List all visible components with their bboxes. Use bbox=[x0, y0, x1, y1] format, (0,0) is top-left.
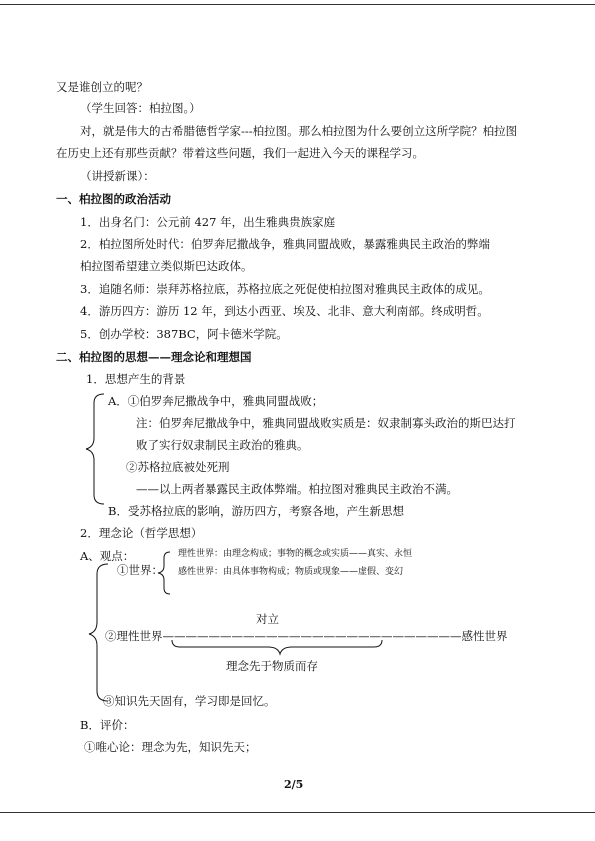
list-item: 5．创办学校：387BC，阿卡德米学院。 bbox=[80, 327, 288, 341]
viewpoint-label: A、观点： bbox=[80, 549, 135, 563]
sensible-world-definition: 感性世界：由具体事物构成；物质或现象——虚假、变幻 bbox=[178, 567, 404, 577]
text-line: （讲授新课）： bbox=[80, 169, 155, 183]
left-brace-background bbox=[86, 394, 104, 504]
list-item: B．受苏格拉底的影响，游历四方，考察各地，产生新思想 bbox=[108, 504, 404, 518]
text-line: 在历史上还有那些贡献？带着这些问题，我们一起进入今天的课程学习。 bbox=[56, 146, 424, 160]
list-item: 4．游历四方：游历 12 年，到达小西亚、埃及、北非、意大利南部。终成明哲。 bbox=[80, 304, 489, 318]
footer-rule bbox=[0, 812, 595, 813]
bottom-brace-priority bbox=[172, 640, 382, 654]
opposition-label: 对立 bbox=[256, 612, 279, 626]
subheading: 1．思想产生的背景 bbox=[86, 372, 186, 386]
note-line: 败了实行奴隶制民主政治的雅典。 bbox=[136, 438, 309, 452]
left-brace-worlds bbox=[158, 552, 170, 594]
note-line: ——以上两者暴露民主政体弊端。柏拉图对雅典民主政治不满。 bbox=[136, 482, 458, 496]
list-item: 柏拉图希望建立类似斯巴达政体。 bbox=[80, 259, 253, 273]
list-item: 2．柏拉图所处时代：伯罗奔尼撒战争，雅典同盟战败，暴露雅典民主政治的弊端 bbox=[80, 237, 490, 251]
list-item: A．①伯罗奔尼撒战争中，雅典同盟战败； bbox=[108, 394, 324, 408]
note-line: 注：伯罗奔尼撒战争中，雅典同盟战败实质是：奴隶制寡头政治的斯巴达打 bbox=[136, 416, 516, 430]
text-line: 又是谁创立的呢？ bbox=[56, 80, 148, 94]
world-label: ①世界： bbox=[117, 563, 163, 577]
section-heading: 二、柏拉图的思想——理念论和理想国 bbox=[56, 350, 252, 364]
evaluation-label: B．评价： bbox=[80, 718, 135, 732]
rational-world-line: ②理性世界——————————————————————————感性世界 bbox=[105, 629, 508, 643]
priority-label: 理念先于物质而存 bbox=[226, 659, 318, 673]
list-item: ②苏格拉底被处死刑 bbox=[126, 460, 230, 474]
list-item: 1．出身名门：公元前 427 年，出生雅典贵族家庭 bbox=[80, 215, 336, 229]
page-number: 2/5 bbox=[284, 778, 304, 791]
left-brace-viewpoint bbox=[89, 564, 108, 701]
idealism-item: ①唯心论：理念为先，知识先天； bbox=[84, 740, 257, 754]
rational-world-definition: 理性世界：由理念构成；事物的概念或实质——真实、永恒 bbox=[178, 549, 413, 559]
list-item: 3．追随名师：崇拜苏格拉底，苏格拉底之死促使柏拉图对雅典民主政体的成见。 bbox=[80, 282, 490, 296]
text-line: （学生回答：柏拉图。） bbox=[80, 101, 201, 115]
subheading: 2．理念论（哲学思想） bbox=[80, 526, 203, 540]
knowledge-item: ③知识先天固有，学习即是回忆。 bbox=[103, 694, 276, 708]
section-heading: 一、柏拉图的政治活动 bbox=[56, 192, 171, 206]
text-line: 对，就是伟大的古希腊德哲学家---柏拉图。那么柏拉图为什么要创立这所学院？柏拉图 bbox=[80, 124, 518, 138]
